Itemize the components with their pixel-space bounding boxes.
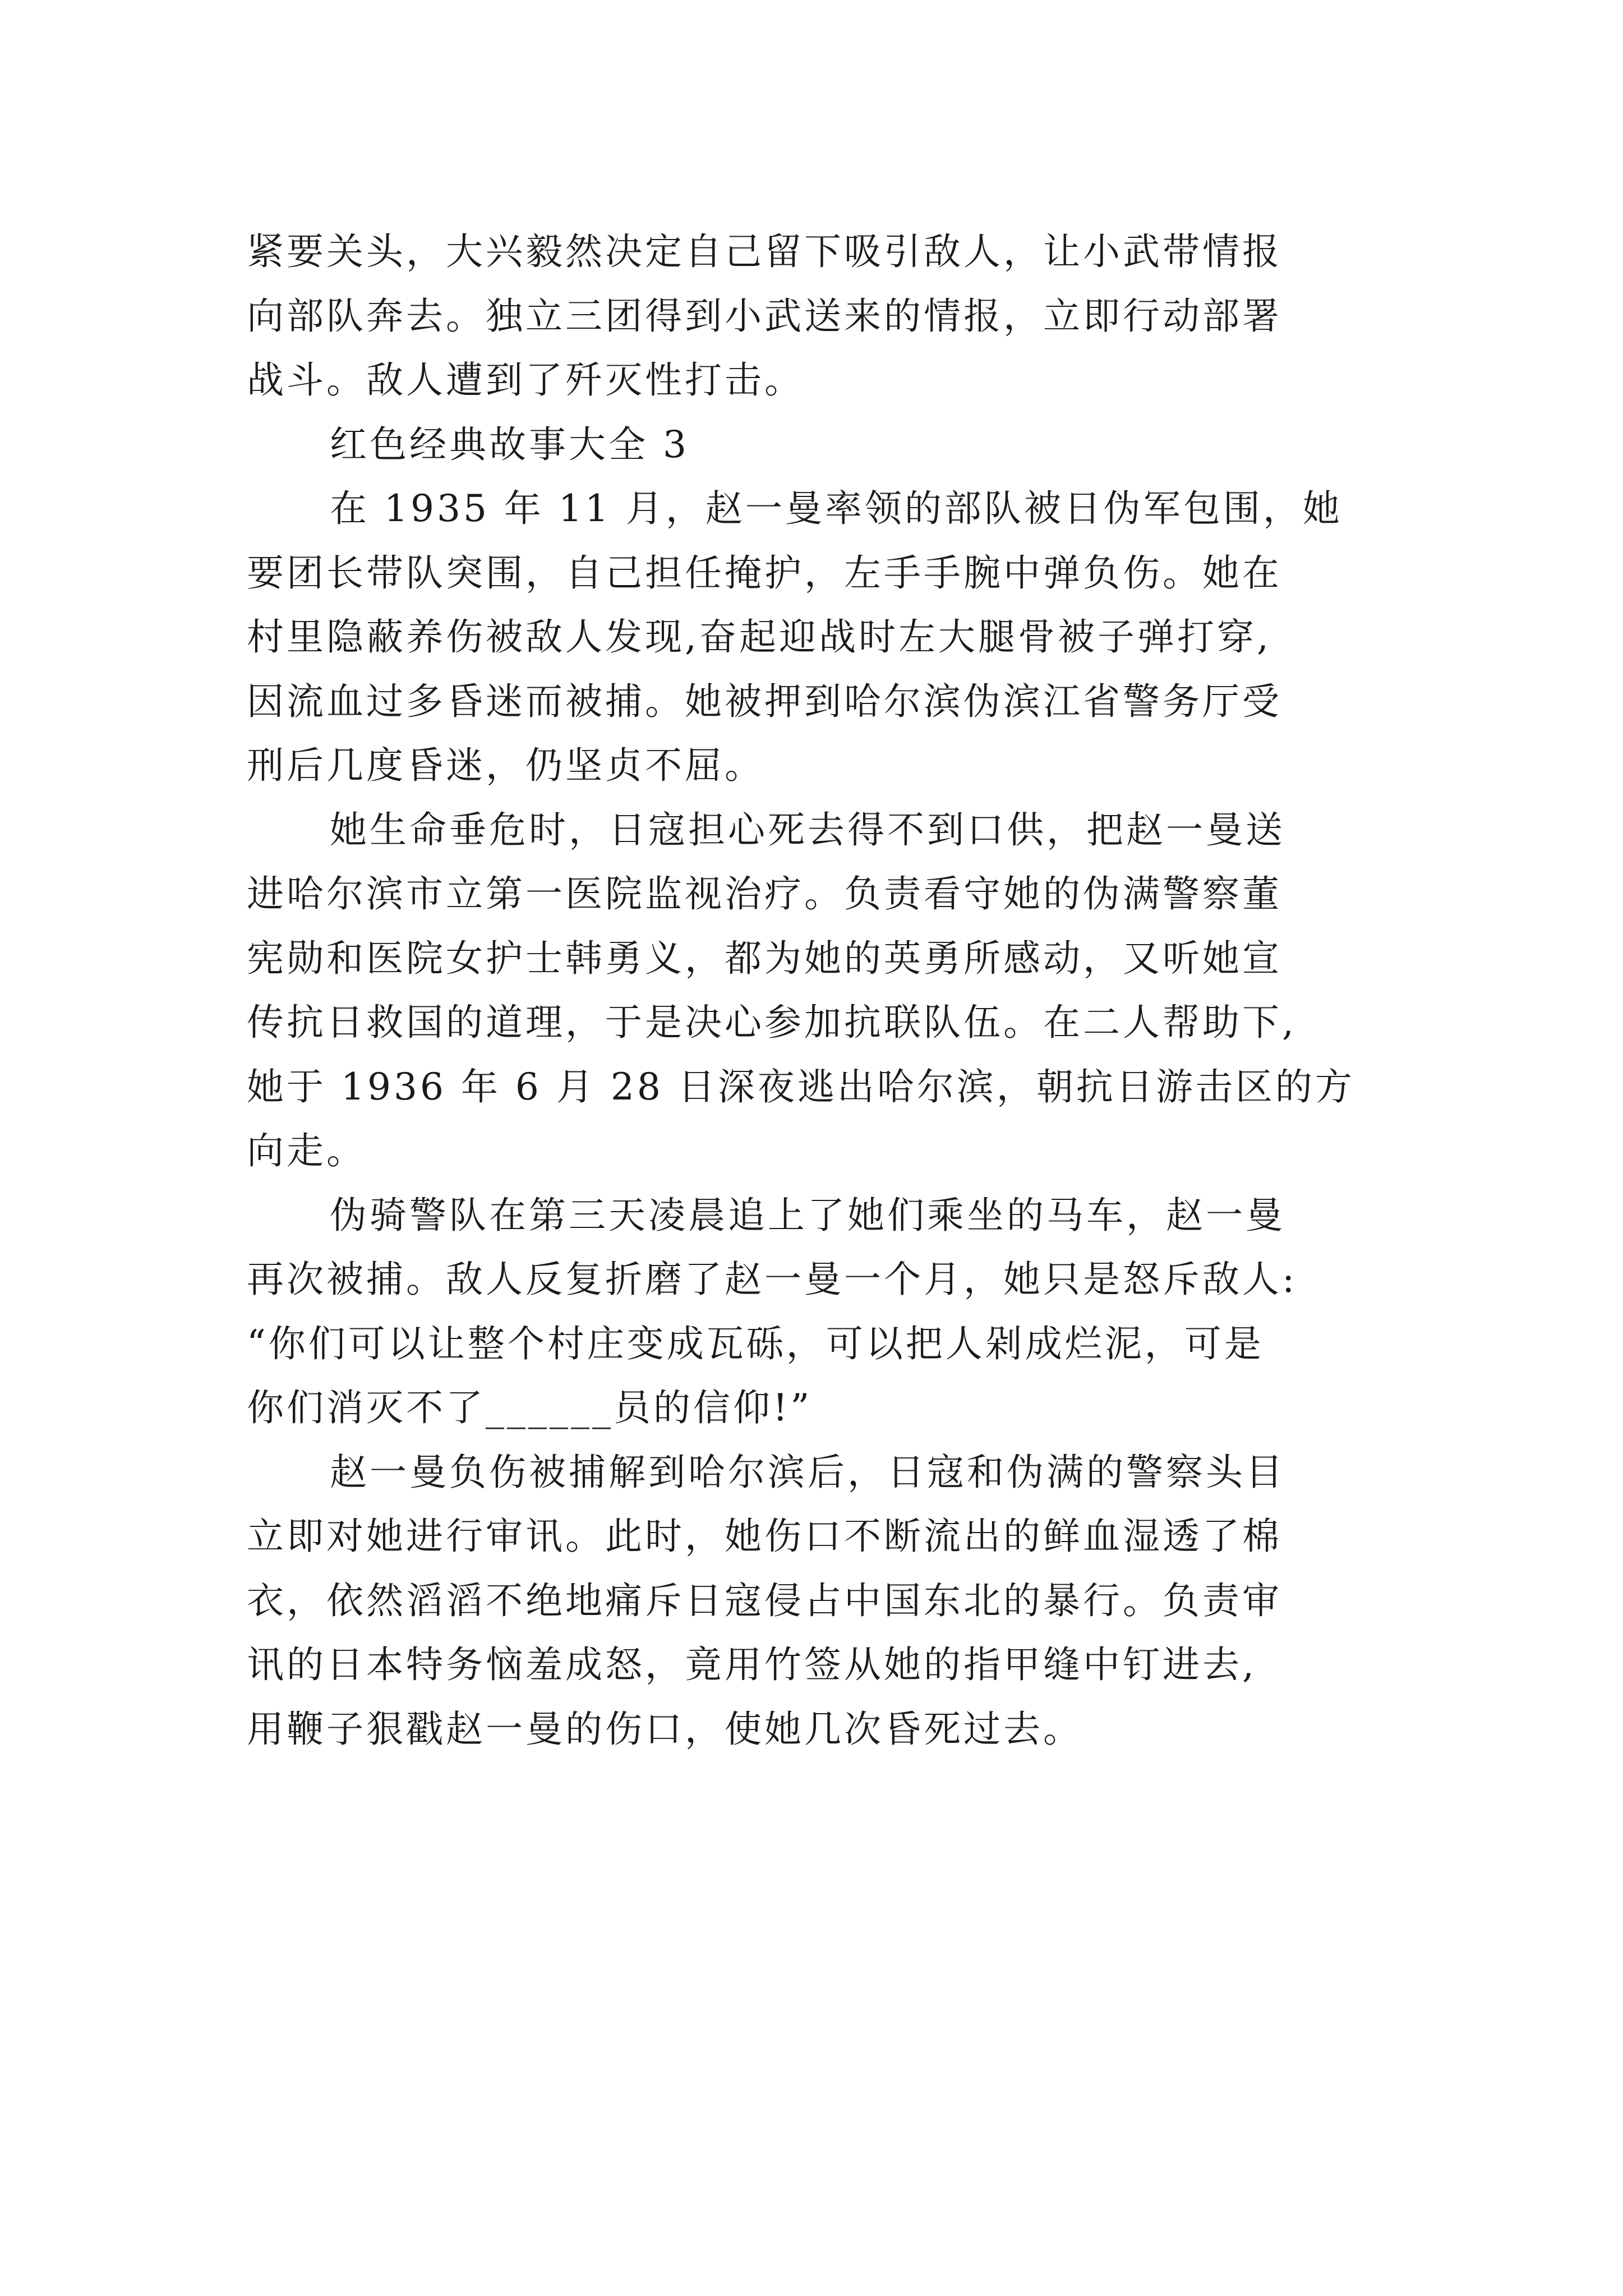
paragraph-3-line-6: 向走。 xyxy=(247,1129,366,1172)
paragraph-5-line-3: 衣，依然滔滔不绝地痛斥日寇侵占中国东北的暴行。负责审 xyxy=(247,1579,1282,1622)
paragraph-2 xyxy=(247,477,1391,798)
paragraph-2-line-4: 因流血过多昏迷而被捕。她被押到哈尔滨伪滨江省警务厅受 xyxy=(247,679,1282,723)
paragraph-5 xyxy=(247,1441,1391,1762)
paragraph-2-line-5: 刑后几度昏迷，仍坚贞不屈。 xyxy=(247,744,764,787)
paragraph-3-line-1: 她生命垂危时，日寇担心死去得不到口供，把赵一曼送 xyxy=(330,808,1285,852)
section-heading-text: 红色经典故事大全 3 xyxy=(330,422,689,466)
paragraph-4-line-4: 你们消灭不了______员的信仰!” xyxy=(247,1386,813,1429)
paragraph-2-line-2: 要团长带队突围，自己担任掩护，左手手腕中弹负伤。她在 xyxy=(247,551,1282,595)
paragraph-4 xyxy=(247,1184,1391,1441)
section-heading xyxy=(247,413,1391,477)
paragraph-3-line-2: 进哈尔滨市立第一医院监视治疗。负责看守她的伪满警察董 xyxy=(247,872,1282,915)
paragraph-3-line-5: 她于 1936 年 6 月 28 日深夜逃出哈尔滨，朝抗日游击区的方 xyxy=(247,1065,1355,1108)
paragraph-3 xyxy=(247,798,1391,1184)
document-body xyxy=(247,220,1391,1761)
paragraph-1-line-1: 紧要关头，大兴毅然决定自己留下吸引敌人，让小武带情报 xyxy=(247,230,1282,273)
paragraph-2-line-3: 村里隐蔽养伤被敌人发现,奋起迎战时左大腿骨被子弹打穿, xyxy=(247,615,1271,659)
paragraph-1 xyxy=(247,220,1391,413)
paragraph-3-line-4: 传抗日救国的道理，于是决心参加抗联队伍。在二人帮助下, xyxy=(247,1001,1297,1044)
paragraph-1-line-3: 战斗。敌人遭到了歼灭性打击。 xyxy=(247,358,804,402)
paragraph-5-line-2: 立即对她进行审讯。此时，她伤口不断流出的鲜血湿透了棉 xyxy=(247,1515,1282,1558)
paragraph-5-line-5: 用鞭子狠戳赵一曼的伤口，使她几次昏死过去。 xyxy=(247,1707,1083,1751)
paragraph-4-line-2: 再次被捕。敌人反复折磨了赵一曼一个月，她只是怒斥敌人: xyxy=(247,1258,1298,1301)
paragraph-5-line-4: 讯的日本特务恼羞成怒，竟用竹签从她的指甲缝中钉进去, xyxy=(247,1643,1257,1686)
paragraph-1-line-2: 向部队奔去。独立三团得到小武送来的情报，立即行动部署 xyxy=(247,294,1282,338)
paragraph-3-line-3: 宪勋和医院女护士韩勇义，都为她的英勇所感动，又听她宣 xyxy=(247,936,1282,980)
paragraph-2-line-1: 在 1935 年 11 月，赵一曼率领的部队被日伪军包围，她 xyxy=(330,487,1343,530)
paragraph-4-line-1: 伪骑警队在第三天凌晨追上了她们乘坐的马车，赵一曼 xyxy=(330,1193,1285,1237)
paragraph-5-line-1: 赵一曼负伤被捕解到哈尔滨后，日寇和伪满的警察头目 xyxy=(330,1450,1285,1494)
paragraph-4-line-3: “你们可以让整个村庄变成瓦砾，可以把人剁成烂泥，可是 xyxy=(247,1322,1264,1365)
